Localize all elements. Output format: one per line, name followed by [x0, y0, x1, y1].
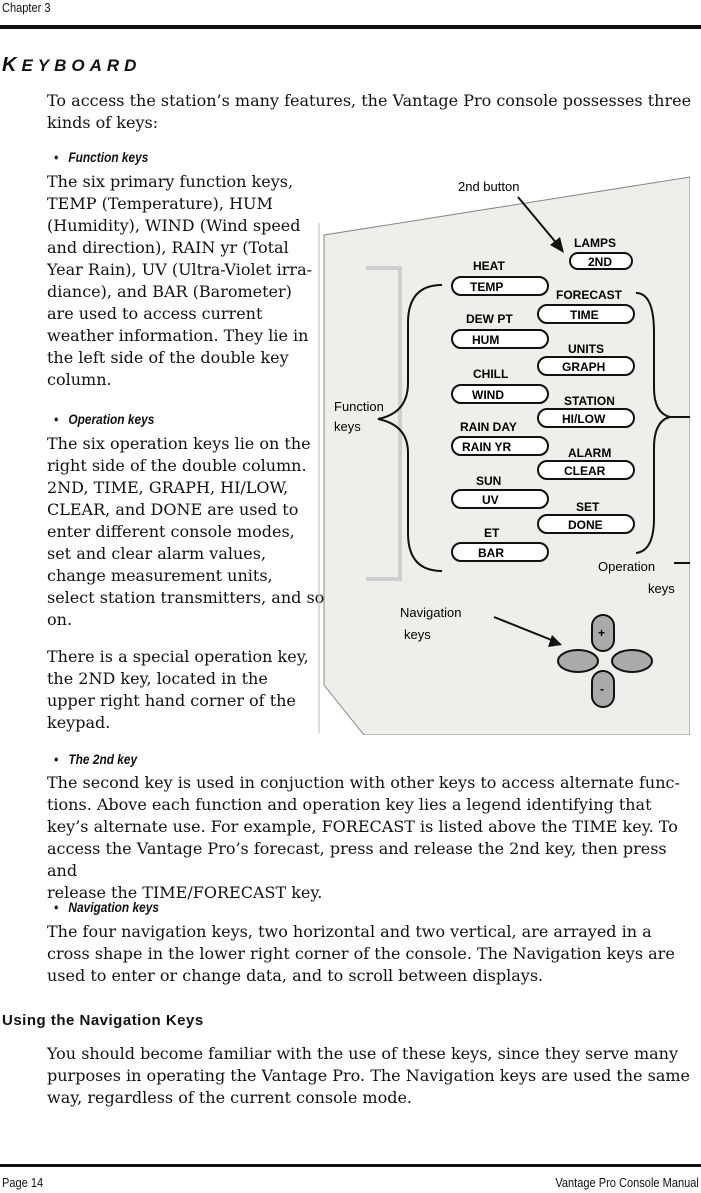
function-keys-para [47, 171, 312, 391]
para-line: There is a special operation key, [47, 647, 309, 666]
legend-station: STATION [564, 394, 615, 408]
legend-alarm: ALARM [568, 446, 612, 460]
key-clear: CLEAR [564, 464, 606, 478]
para-line: (Humidity), WIND (Wind speed [47, 216, 301, 235]
para-line: enter different console modes, [47, 522, 295, 541]
para-line: way, regardless of the current console mode. [47, 1088, 412, 1107]
key-uv: UV [482, 493, 499, 507]
special-key-para [47, 646, 309, 734]
para-line: are used to access current [47, 304, 263, 323]
para-line: purposes in operating the Vantage Pro. The Navigation keys are used the same [47, 1066, 690, 1085]
page-number: Page 14 [2, 1175, 44, 1190]
key-temp: TEMP [470, 280, 504, 294]
para-line: the 2ND key, located in the [47, 669, 268, 688]
using-nav-heading: Using the Navigation Keys [2, 1012, 204, 1029]
para-line: on. [47, 610, 73, 629]
para-line: tions. Above each function and operation key lies a legend identifying that [47, 795, 652, 814]
navigation-keys-para [47, 921, 675, 987]
using-nav-para [47, 1043, 690, 1109]
intro-line-2: kinds of keys: [47, 113, 159, 132]
para-line: cross shape in the lower right corner of the console. The Navigation keys are [47, 944, 675, 963]
legend-chill: CHILL [473, 367, 509, 381]
para-line: The four navigation keys, two horizontal and two vertical, are arrayed in a [47, 922, 652, 941]
footer-rule [0, 1164, 701, 1167]
key-bar: BAR [478, 546, 504, 560]
operation-keys-heading: • Operation keys [54, 411, 155, 427]
hum-key[interactable] [452, 330, 548, 348]
key-done: DONE [568, 518, 603, 532]
keypad-diagram [318, 173, 690, 735]
para-line: the left side of the double key [47, 348, 289, 367]
para-line: and direction), RAIN yr (Total [47, 238, 289, 257]
legend-et: ET [484, 526, 500, 540]
para-line: TEMP (Temperature), HUM [47, 194, 273, 213]
section-title [2, 54, 141, 77]
second-key-heading-text: The 2nd key [68, 751, 138, 767]
label-navigation: Navigation [400, 605, 462, 620]
operation-keys-heading-text: Operation keys [68, 411, 155, 427]
para-line: access the Vantage Pro’s forecast, press and release the 2nd key, then press and [47, 839, 667, 880]
label-function-keys: keys [334, 419, 361, 434]
para-line: The six operation keys lie on the [47, 434, 311, 453]
para-line: set and clear alarm values, [47, 544, 267, 563]
key-hum: HUM [472, 333, 500, 347]
nav-plus-label: + [598, 626, 606, 640]
legend-set: SET [576, 500, 600, 514]
key-rainyr: RAIN YR [462, 440, 512, 454]
para-line: weather information. They lie in [47, 326, 309, 345]
para-line: release the TIME/FORECAST key. [47, 883, 323, 902]
navigation-keys-heading: • Navigation keys [54, 899, 159, 915]
nav-minus-label: - [600, 682, 604, 696]
header-rule [0, 25, 701, 29]
label-operation-keys: keys [648, 581, 675, 596]
manual-title: Vantage Pro Console Manual [555, 1175, 699, 1190]
para-line: change measurement units, [47, 566, 273, 585]
function-keys-heading: • Function keys [54, 149, 149, 165]
function-keys-heading-text: Function keys [68, 149, 149, 165]
para-line: column. [47, 370, 112, 389]
para-line: Year Rain), UV (Ultra-Violet irra- [47, 260, 313, 279]
legend-lamps: LAMPS [574, 236, 616, 250]
key-time: TIME [570, 308, 599, 322]
chapter-header: Chapter 3 [2, 0, 51, 15]
para-line: You should become familiar with the use of these keys, since they serve many [47, 1044, 679, 1063]
label-navigation-keys: keys [404, 627, 431, 642]
second-key-para [47, 772, 701, 904]
legend-units: UNITS [568, 342, 604, 356]
navigation-keys-heading-text: Navigation keys [68, 899, 159, 915]
uv-key[interactable] [452, 490, 548, 508]
para-line: diance), and BAR (Barometer) [47, 282, 292, 301]
para-line: select station transmitters, and so [47, 588, 325, 607]
label-2nd-button: 2nd button [458, 179, 520, 194]
para-line: key’s alternate use. For example, FORECAST is listed above the TIME key. To [47, 817, 678, 836]
para-line: used to enter or change data, and to scroll between displays. [47, 966, 544, 985]
second-key-heading: • The 2nd key [54, 751, 138, 767]
para-line: right side of the double column. [47, 456, 307, 475]
para-line: The second key is used in conjuction with other keys to access alternate func- [47, 773, 680, 792]
para-line: CLEAR, and DONE are used to [47, 500, 299, 519]
label-function: Function [334, 399, 384, 414]
nav-right-key[interactable] [612, 650, 652, 672]
para-line: keypad. [47, 713, 111, 732]
section-title-initial: K [2, 54, 22, 76]
legend-rainday: RAIN DAY [460, 420, 517, 434]
key-2nd: 2ND [588, 255, 613, 269]
key-graph: GRAPH [562, 360, 606, 374]
operation-keys-para [47, 433, 324, 631]
intro-line-1: To access the station’s many features, the Vantage Pro console possesses three [47, 91, 692, 110]
legend-forecast: FORECAST [556, 288, 622, 302]
legend-heat: HEAT [473, 259, 505, 273]
label-operation: Operation [598, 559, 656, 574]
para-line: The six primary function keys, [47, 172, 294, 191]
para-line: 2ND, TIME, GRAPH, HI/LOW, [47, 478, 289, 497]
nav-left-key[interactable] [558, 650, 598, 672]
para-line: upper right hand corner of the [47, 691, 296, 710]
section-title-rest: EYBOARD [21, 56, 142, 75]
legend-dewpt: DEW PT [466, 312, 513, 326]
key-wind: WIND [472, 388, 504, 402]
key-hilow: HI/LOW [562, 412, 606, 426]
legend-sun: SUN [476, 474, 502, 488]
